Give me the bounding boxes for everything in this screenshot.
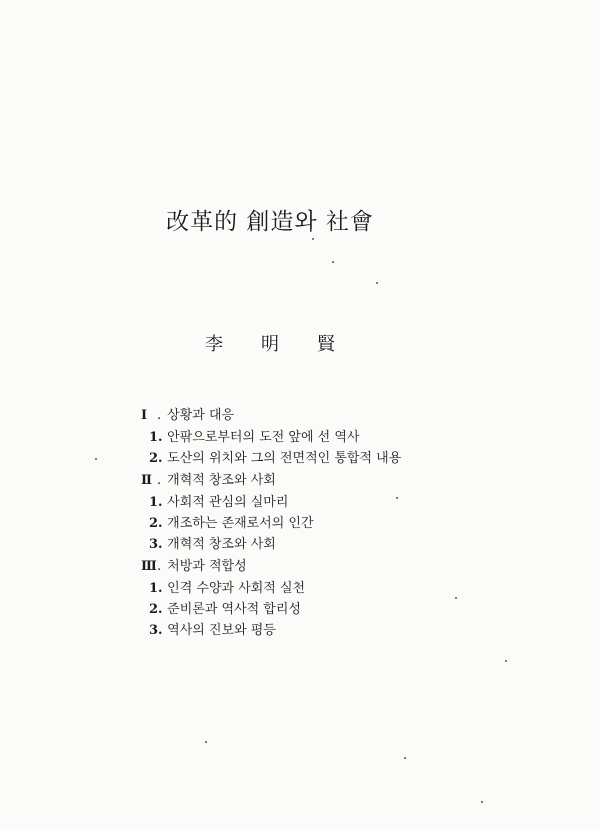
toc-item bbox=[141, 599, 561, 620]
author-name: 李明賢 bbox=[205, 334, 373, 355]
scan-speck bbox=[332, 261, 334, 263]
item-title: 역사의 진보와 평등 bbox=[167, 623, 276, 638]
item-title: 인격 수양과 사회적 실천 bbox=[167, 581, 306, 596]
scan-speck bbox=[205, 741, 207, 743]
chapter-separator: . bbox=[157, 559, 162, 574]
item-title: 안팎으로부터의 도전 앞에 선 역사 bbox=[167, 430, 360, 445]
item-title: 개혁적 창조와 사회 bbox=[167, 537, 276, 552]
toc-item bbox=[141, 427, 561, 448]
scan-speck bbox=[95, 458, 97, 460]
item-title: 사회적 관심의 실마리 bbox=[167, 495, 289, 510]
item-title: 도산의 위치와 그의 전면적인 통합적 내용 bbox=[167, 451, 402, 466]
chapter-numeral: Ⅲ bbox=[141, 559, 157, 574]
chapter-title: 상황과 대응 bbox=[167, 408, 235, 423]
chapter-numeral: Ⅱ bbox=[141, 473, 152, 488]
scan-speck bbox=[505, 660, 507, 662]
item-number: 1. bbox=[149, 495, 163, 510]
scan-speck bbox=[455, 597, 457, 599]
item-number: 3. bbox=[149, 537, 163, 552]
chapter-numeral: Ⅰ bbox=[141, 408, 148, 423]
page-title: 改革的 創造와 社會 bbox=[166, 209, 374, 235]
item-title: 개조하는 존재로서의 인간 bbox=[167, 516, 314, 531]
toc-item bbox=[141, 513, 561, 534]
item-title: 준비론과 역사적 합리성 bbox=[167, 602, 301, 617]
item-number: 2. bbox=[149, 451, 163, 466]
chapter-title: 처방과 적합성 bbox=[167, 559, 247, 574]
chapter-separator: . bbox=[157, 408, 162, 423]
toc-chapter-1 bbox=[141, 404, 561, 427]
scan-speck bbox=[312, 238, 314, 240]
scan-speck bbox=[396, 497, 398, 499]
toc-item bbox=[141, 492, 561, 513]
item-number: 2. bbox=[149, 602, 163, 617]
toc-chapter-3 bbox=[141, 555, 561, 578]
chapter-separator: . bbox=[157, 473, 162, 488]
item-number: 1. bbox=[149, 581, 163, 596]
scan-speck bbox=[376, 282, 378, 284]
item-number: 2. bbox=[149, 516, 163, 531]
toc-item bbox=[141, 534, 561, 555]
toc-chapter-2 bbox=[141, 469, 561, 492]
toc-item bbox=[141, 448, 561, 469]
item-number: 3. bbox=[149, 623, 163, 638]
toc-item bbox=[141, 620, 561, 641]
scan-speck bbox=[481, 801, 483, 803]
table-of-contents bbox=[141, 404, 561, 641]
chapter-title: 개혁적 창조와 사회 bbox=[167, 473, 276, 488]
item-number: 1. bbox=[149, 430, 163, 445]
toc-item bbox=[141, 578, 561, 599]
scan-speck bbox=[404, 757, 406, 759]
